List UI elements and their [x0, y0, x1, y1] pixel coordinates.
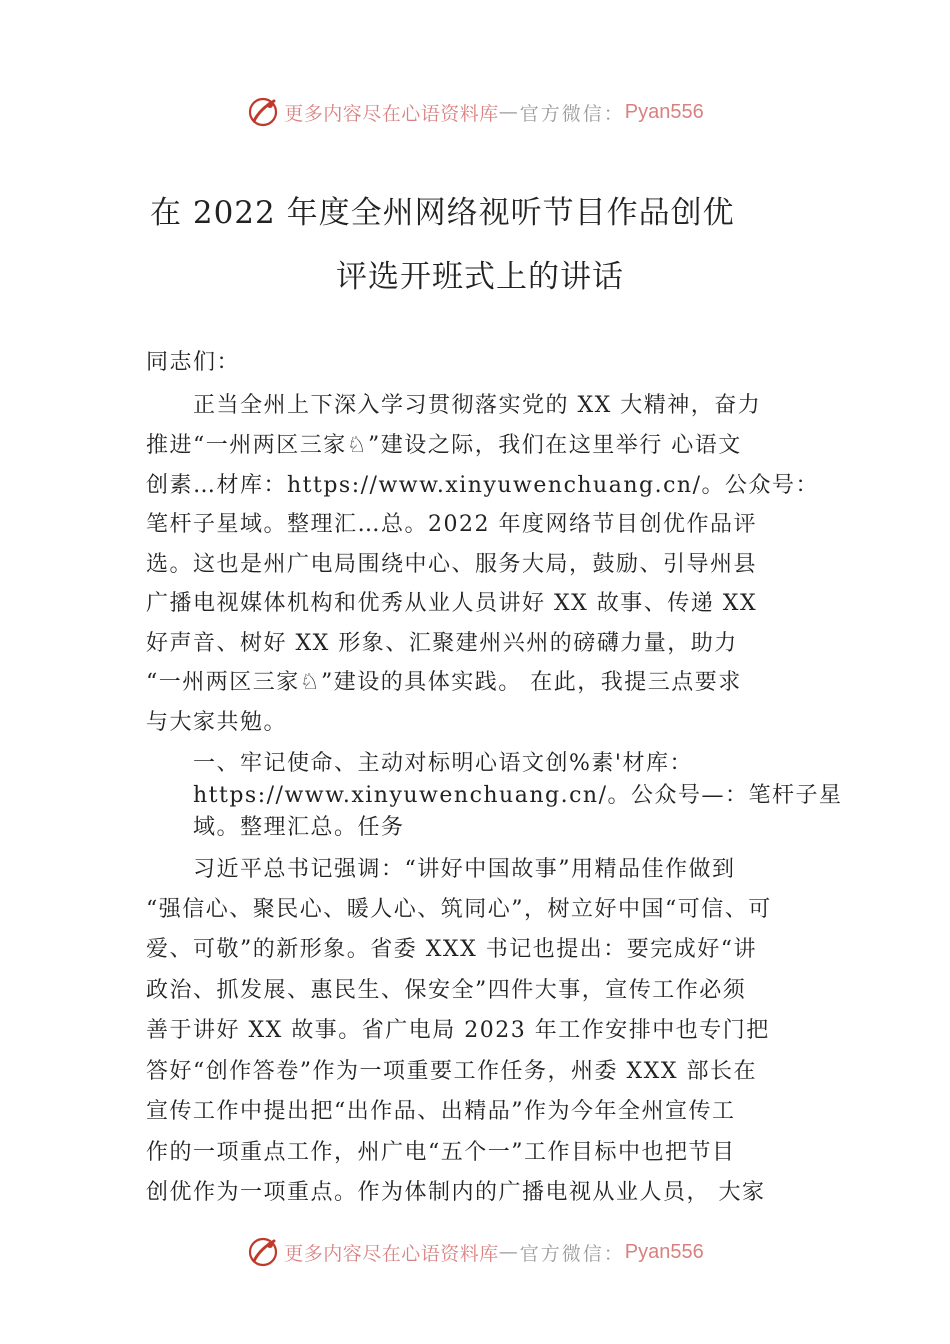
body-line: 笔杆子星域。整理汇…总。2022 年度网络节目创优作品评 [146, 512, 757, 537]
header-watermark-banner [0, 94, 950, 130]
banner-wechat-id: Pyan556 [624, 100, 704, 123]
body-line: “强信心、聚民心、暖人心、筑同心”，树立好中国“可信、可 [146, 897, 772, 922]
body-line: 同志们： [146, 350, 241, 375]
document-title-line-1: 在 2022 年度全州网络视听节目作品创优 [150, 195, 735, 231]
body-line: 爱、可敬”的新形象。省委 XXX 书记也提出：要完成好“讲 [146, 937, 757, 962]
banner-wechat-label: 官方微信： [519, 102, 625, 125]
document-title-line-2: 评选开班式上的讲话 [336, 259, 624, 295]
heading-line: https://www.xinyuwenchuang.cn/。公众号—：笔杆子星 [146, 783, 843, 808]
brush-logo-icon [246, 95, 280, 129]
body-line: “一州两区三家♘”建设的具体实践。 在此，我提三点要求 [146, 670, 742, 695]
banner-dash: — [498, 1241, 520, 1263]
body-line: 答好“创作答卷”作为一项重要工作任务，州委 XXX 部长在 [146, 1059, 757, 1084]
body-line: 广播电视媒体机构和优秀从业人员讲好 XX 故事、传递 XX [146, 591, 758, 616]
body-line: 作的一项重点工作，州广电“五个一”工作目标中也把节目 [146, 1140, 736, 1165]
banner-wechat-label: 官方微信： [519, 1242, 625, 1265]
banner-wechat-id: Pyan556 [624, 1240, 704, 1263]
body-line: 与大家共勉。 [146, 710, 288, 735]
heading-line: 一、牢记使命、主动对标明心语文创%素'材库： [146, 751, 693, 776]
body-line: 正当全州上下深入学习贯彻落实党的 XX 大精神，奋力 [146, 393, 762, 418]
body-line: 推进“一州两区三家♘”建设之际，我们在这里举行 心语文 [146, 433, 742, 458]
body-line: 选。这也是州广电局围绕中心、服务大局，鼓励、引导州县 [146, 552, 758, 577]
footer-watermark-banner [0, 1234, 950, 1270]
body-line: 宣传工作中提出把“出作品、出精品”作为今年全州宣传工 [146, 1099, 736, 1124]
body-line: 创素…材库：https://www.xinyuwenchuang.cn/。公众号： [146, 473, 819, 498]
body-line: 政治、抓发展、惠民生、保安全”四件大事，宣传工作必须 [146, 978, 747, 1003]
heading-line: 域。整理汇总。任务 [146, 815, 405, 840]
banner-site-name: 更多内容尽在心语资料库 [284, 1242, 499, 1265]
body-line: 善于讲好 XX 故事。省广电局 2023 年工作安排中也专门把 [146, 1018, 770, 1043]
body-line: 习近平总书记强调：“讲好中国故事”用精品佳作做到 [146, 857, 736, 882]
banner-dash: — [498, 101, 520, 123]
banner-site-name: 更多内容尽在心语资料库 [284, 102, 499, 125]
body-line: 好声音、树好 XX 形象、汇聚建州兴州的磅礴力量，助力 [146, 631, 738, 656]
body-line: 创优作为一项重点。作为体制内的广播电视从业人员， 大家 [146, 1180, 766, 1205]
brush-logo-icon [246, 1235, 280, 1269]
